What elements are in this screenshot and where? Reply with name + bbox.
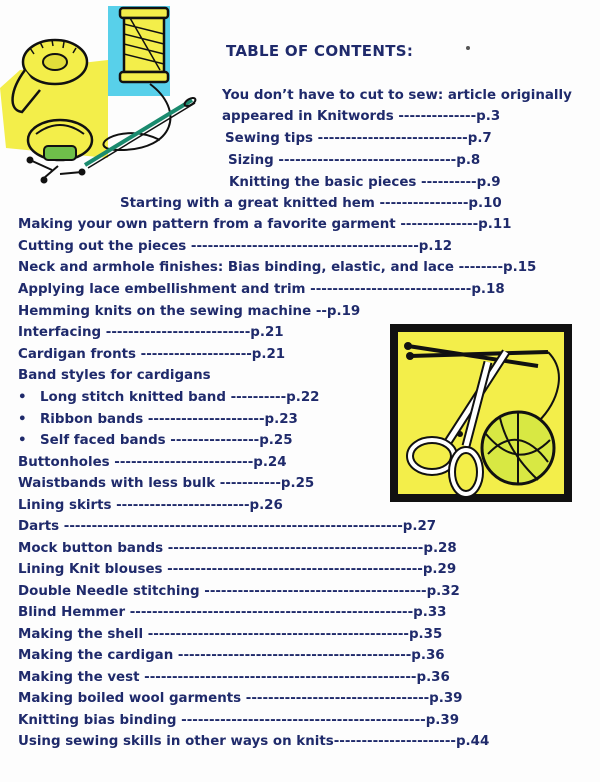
toc-entry: • Ribbon bands ---------------------p.23 xyxy=(18,412,298,427)
toc-entry: Using sewing skills in other ways on knits----------------------p.44 xyxy=(18,734,490,749)
toc-entry: Making boiled wool garments ---------------------------------p.39 xyxy=(18,691,463,706)
toc-entry: Making your own pattern from a favorite garment --------------p.11 xyxy=(18,217,512,232)
speck-dot xyxy=(466,46,470,50)
toc-entry: Knitting bias binding --------------------------------------------p.39 xyxy=(18,713,460,728)
toc-entry: Knitting the basic pieces ----------p.9 xyxy=(229,175,501,190)
toc-entry: Neck and armhole finishes: Bias binding, elastic, and lace --------p.15 xyxy=(18,260,537,275)
toc-entry: Hemming knits on the sewing machine --p.19 xyxy=(18,304,361,319)
toc-entry: Starting with a great knitted hem ----------------p.10 xyxy=(120,196,502,211)
toc-entry: Lining Knit blouses ----------------------------------------------p.29 xyxy=(18,562,457,577)
bullet-icon: • xyxy=(18,390,27,405)
toc-entry: Lining skirts ------------------------p.26 xyxy=(18,498,283,513)
toc-entry: Applying lace embellishment and trim -----------------------------p.18 xyxy=(18,282,505,297)
toc-entry: You don’t have to cut to sew: article originally xyxy=(222,88,572,103)
toc-entry: Mock button bands ----------------------------------------------p.28 xyxy=(18,541,457,556)
toc-entry: Waistbands with less bulk -----------p.25 xyxy=(18,476,315,491)
bullet-icon: • xyxy=(18,433,27,448)
toc-entry: • Self faced bands ----------------p.25 xyxy=(18,433,293,448)
toc-entry: Making the shell -----------------------------------------------p.35 xyxy=(18,627,443,642)
page-title: TABLE OF CONTENTS: xyxy=(226,42,414,60)
toc-entry: Cutting out the pieces -----------------------------------------p.12 xyxy=(18,239,453,254)
toc-entry: Sewing tips ---------------------------p.7 xyxy=(225,131,492,146)
toc-entry: Making the cardigan ------------------------------------------p.36 xyxy=(18,648,445,663)
toc-entry: Cardigan fronts --------------------p.21 xyxy=(18,347,286,362)
toc-entry: • Long stitch knitted band ----------p.22 xyxy=(18,390,320,405)
scissors-yarn-clipart-icon xyxy=(388,322,576,506)
sewing-supplies-clipart-icon xyxy=(0,0,215,200)
toc-entry: Buttonholes -------------------------p.24 xyxy=(18,455,287,470)
toc-entry: appeared in Knitwords --------------p.3 xyxy=(222,109,501,124)
toc-entry: Double Needle stitching ----------------------------------------p.32 xyxy=(18,584,460,599)
bullet-icon: • xyxy=(18,412,27,427)
toc-entry: Band styles for cardigans xyxy=(18,368,211,383)
toc-entry: Darts -------------------------------------------------------------p.27 xyxy=(18,519,437,534)
toc-entry: Sizing --------------------------------p.8 xyxy=(228,153,481,168)
toc-entry: Interfacing --------------------------p.21 xyxy=(18,325,284,340)
toc-entry: Blind Hemmer ---------------------------------------------------p.33 xyxy=(18,605,447,620)
toc-entry: Making the vest -------------------------------------------------p.36 xyxy=(18,670,450,685)
